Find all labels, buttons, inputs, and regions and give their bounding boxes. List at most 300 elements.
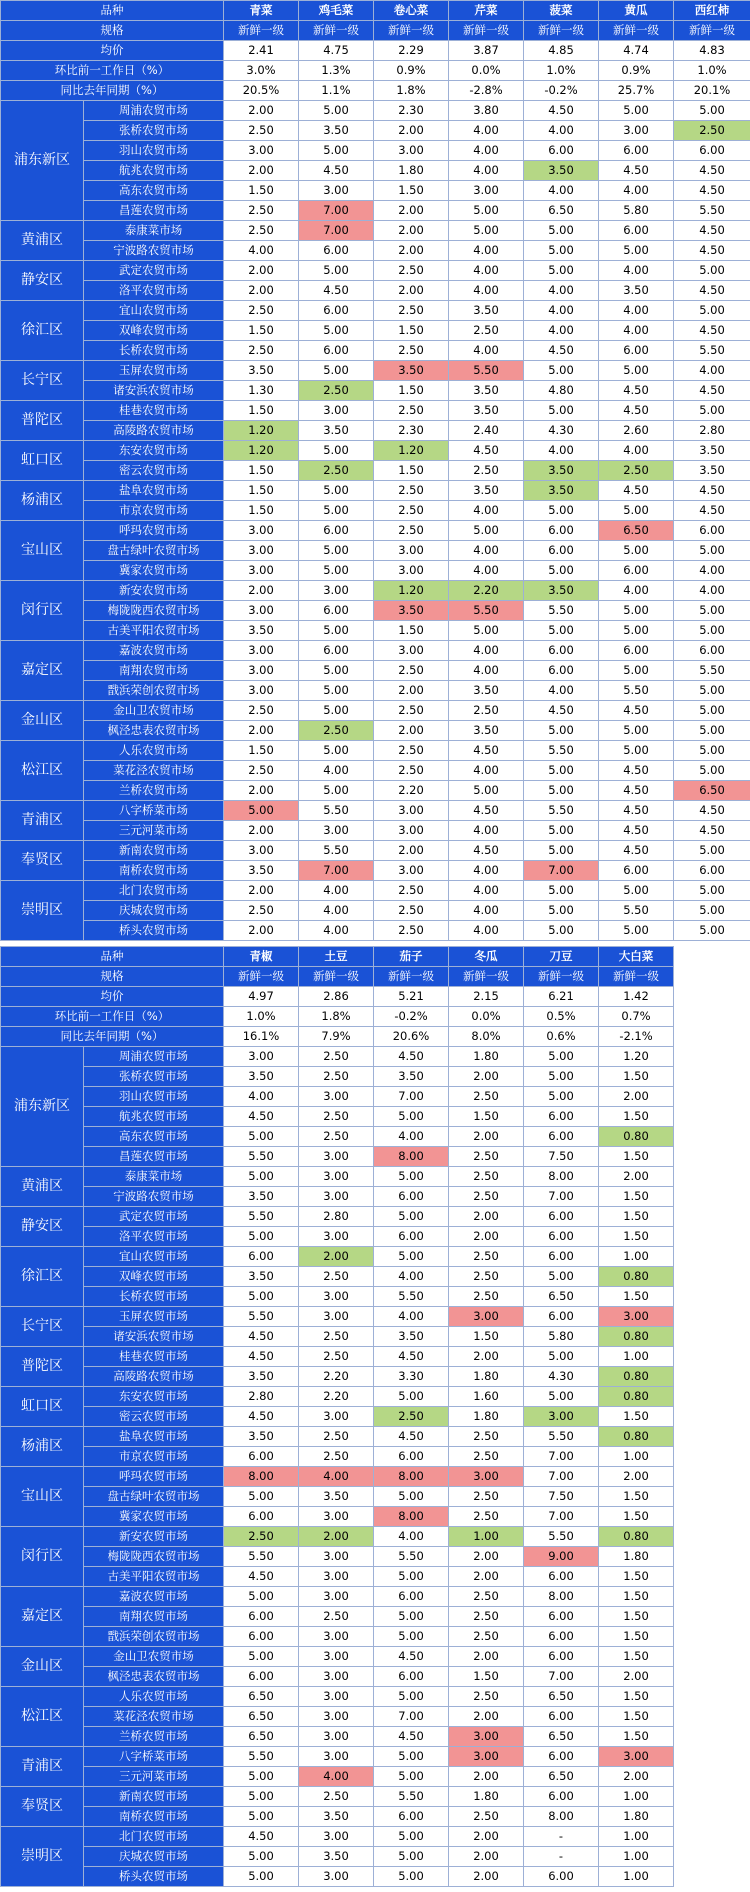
- price-cell: 2.50: [374, 481, 449, 501]
- price-cell-high: 7.00: [299, 221, 374, 241]
- spec-cell: 新鲜一级: [599, 967, 674, 987]
- variety-header: 茄子: [374, 947, 449, 967]
- price-cell: 4.00: [524, 181, 599, 201]
- empty-cell: [674, 1387, 750, 1407]
- district-label: 金山区: [1, 701, 84, 741]
- market-name: 泰康菜市场: [84, 1167, 224, 1187]
- price-cell: 5.00: [299, 481, 374, 501]
- price-cell: 1.50: [224, 481, 299, 501]
- price-cell: 5.50: [299, 801, 374, 821]
- market-row: [1, 1647, 750, 1667]
- market-row: [1, 1787, 750, 1807]
- market-name: 新南农贸市场: [84, 1787, 224, 1807]
- price-cell: 3.00: [374, 821, 449, 841]
- price-cell: 6.00: [224, 1607, 299, 1627]
- price-cell: 5.50: [524, 801, 599, 821]
- price-cell-low: 3.50: [524, 481, 599, 501]
- market-row: [1, 641, 750, 661]
- market-name: 嘉波农贸市场: [84, 641, 224, 661]
- price-cell: 2.60: [599, 421, 674, 441]
- market-row: [1, 1107, 750, 1127]
- market-row: [1, 121, 750, 141]
- price-cell: 1.00: [599, 1867, 674, 1887]
- average-price-cell: 5.21: [374, 987, 449, 1007]
- market-row: [1, 1847, 750, 1867]
- price-cell: 5.00: [524, 221, 599, 241]
- price-cell: 5.00: [599, 661, 674, 681]
- market-name: 羽山农贸市场: [84, 141, 224, 161]
- price-cell: 4.50: [449, 801, 524, 821]
- empty-cell: [674, 987, 750, 1007]
- market-name: 梅陇陇西农贸市场: [84, 601, 224, 621]
- district-label: 杨浦区: [1, 1427, 84, 1467]
- market-row: [1, 1527, 750, 1547]
- price-cell: 4.50: [599, 481, 674, 501]
- price-cell-low: 1.20: [374, 581, 449, 601]
- price-cell: 3.50: [224, 1267, 299, 1287]
- price-cell: 6.00: [674, 641, 750, 661]
- price-cell: 5.00: [674, 101, 750, 121]
- market-name: 航兆农贸市场: [84, 1107, 224, 1127]
- empty-cell: [674, 1547, 750, 1567]
- market-row: [1, 261, 750, 281]
- market-row: [1, 361, 750, 381]
- market-name: 菜花泾农贸市场: [84, 761, 224, 781]
- price-cell: 5.00: [524, 241, 599, 261]
- price-cell: 1.00: [599, 1847, 674, 1867]
- price-cell: 2.00: [374, 721, 449, 741]
- market-row: [1, 301, 750, 321]
- market-row: [1, 881, 750, 901]
- year-over-year-row: [1, 1027, 750, 1047]
- price-cell: 4.50: [674, 481, 750, 501]
- row-label: 环比前一工作日（%）: [1, 1007, 224, 1027]
- price-cell: 3.50: [449, 681, 524, 701]
- market-row: [1, 401, 750, 421]
- price-cell: 2.00: [449, 1827, 524, 1847]
- price-cell-low: 3.50: [524, 161, 599, 181]
- price-cell: 1.00: [599, 1447, 674, 1467]
- price-cell: 1.50: [599, 1507, 674, 1527]
- market-row: [1, 281, 750, 301]
- market-row: [1, 141, 750, 161]
- price-cell: 6.00: [524, 1647, 599, 1667]
- price-cell-high: 8.00: [224, 1467, 299, 1487]
- district-label: 宝山区: [1, 1467, 84, 1527]
- price-cell: 2.50: [449, 1627, 524, 1647]
- price-cell: 5.00: [524, 901, 599, 921]
- average-price-cell: 6.21: [524, 987, 599, 1007]
- price-cell-low: 3.50: [524, 461, 599, 481]
- price-cell: 2.50: [224, 201, 299, 221]
- price-cell: 2.50: [374, 901, 449, 921]
- price-cell: 2.80: [299, 1207, 374, 1227]
- year-over-year-cell: 8.0%: [449, 1027, 524, 1047]
- price-cell: 6.00: [674, 521, 750, 541]
- price-cell: 2.50: [449, 1447, 524, 1467]
- price-cell: 3.00: [299, 1567, 374, 1587]
- empty-cell: [674, 1127, 750, 1147]
- district-label: 浦东新区: [1, 1047, 84, 1167]
- price-cell: 1.50: [449, 1107, 524, 1127]
- price-cell: 5.00: [524, 881, 599, 901]
- price-cell: 1.80: [374, 161, 449, 181]
- market-name: 武定农贸市场: [84, 1207, 224, 1227]
- variety-header: 刀豆: [524, 947, 599, 967]
- price-cell: 5.00: [674, 741, 750, 761]
- price-cell: 3.50: [449, 401, 524, 421]
- price-cell: 2.50: [299, 1327, 374, 1347]
- price-cell: 5.00: [299, 741, 374, 761]
- market-name: 长桥农贸市场: [84, 341, 224, 361]
- price-cell: 4.50: [374, 1347, 449, 1367]
- price-cell: 5.00: [599, 241, 674, 261]
- price-cell: 1.50: [599, 1687, 674, 1707]
- market-row: [1, 1267, 750, 1287]
- market-row: [1, 921, 750, 941]
- day-over-day-cell: 1.8%: [299, 1007, 374, 1027]
- price-cell: 6.50: [524, 1767, 599, 1787]
- price-cell: 3.50: [374, 1327, 449, 1347]
- price-cell-high: 7.00: [299, 861, 374, 881]
- market-row: [1, 1667, 750, 1687]
- market-row: [1, 1487, 750, 1507]
- district-label: 虹口区: [1, 1387, 84, 1427]
- price-cell: 8.00: [524, 1167, 599, 1187]
- price-cell: 5.50: [224, 1547, 299, 1567]
- empty-cell: [674, 1247, 750, 1267]
- price-cell: 2.00: [374, 241, 449, 261]
- price-cell: 2.20: [299, 1367, 374, 1387]
- price-cell: 5.00: [524, 401, 599, 421]
- price-cell: 5.50: [599, 901, 674, 921]
- price-cell: 4.00: [599, 261, 674, 281]
- price-cell: 2.00: [449, 1067, 524, 1087]
- market-name: 诸安浜农贸市场: [84, 1327, 224, 1347]
- average-price-cell: 2.41: [224, 41, 299, 61]
- price-cell: 2.50: [299, 1047, 374, 1067]
- price-cell: 1.50: [599, 1067, 674, 1087]
- price-cell-high: 6.50: [674, 781, 750, 801]
- price-cell: 5.00: [299, 261, 374, 281]
- day-over-day-cell: 0.9%: [599, 61, 674, 81]
- price-cell: 5.00: [599, 721, 674, 741]
- price-cell: 4.00: [599, 441, 674, 461]
- price-cell: 4.00: [299, 901, 374, 921]
- market-name: 南翔农贸市场: [84, 1607, 224, 1627]
- price-cell: 3.00: [299, 581, 374, 601]
- market-row: [1, 461, 750, 481]
- price-cell: 3.00: [299, 821, 374, 841]
- day-over-day-cell: 0.7%: [599, 1007, 674, 1027]
- price-cell: 4.00: [674, 581, 750, 601]
- market-row: [1, 861, 750, 881]
- price-cell: 5.50: [374, 1547, 449, 1567]
- price-cell: 4.50: [599, 801, 674, 821]
- price-cell: 3.00: [299, 1867, 374, 1887]
- price-cell: 2.50: [449, 1187, 524, 1207]
- price-cell: 5.00: [299, 141, 374, 161]
- price-cell: 4.50: [524, 101, 599, 121]
- price-cell: 3.00: [299, 1587, 374, 1607]
- average-price-row: [1, 41, 750, 61]
- market-name: 古美平阳农贸市场: [84, 1567, 224, 1587]
- price-cell: 4.50: [599, 701, 674, 721]
- market-name: 南桥农贸市场: [84, 861, 224, 881]
- price-cell: 5.00: [674, 881, 750, 901]
- district-label: 闵行区: [1, 581, 84, 641]
- price-cell: 3.00: [299, 1187, 374, 1207]
- market-name: 庆城农贸市场: [84, 901, 224, 921]
- price-cell: 6.00: [599, 221, 674, 241]
- market-row: [1, 321, 750, 341]
- empty-cell: [674, 1867, 750, 1887]
- district-label: 青浦区: [1, 801, 84, 841]
- price-cell: 4.00: [449, 121, 524, 141]
- price-cell: 1.00: [599, 1827, 674, 1847]
- market-row: [1, 101, 750, 121]
- empty-cell: [674, 947, 750, 967]
- empty-cell: [674, 1167, 750, 1187]
- market-name: 密云农贸市场: [84, 1407, 224, 1427]
- year-over-year-cell: 1.1%: [299, 81, 374, 101]
- market-name: 南桥农贸市场: [84, 1807, 224, 1827]
- price-cell: 6.00: [524, 1747, 599, 1767]
- price-cell: 2.00: [449, 1867, 524, 1887]
- price-cell: 4.50: [599, 161, 674, 181]
- price-cell: 4.00: [449, 241, 524, 261]
- market-row: [1, 1187, 750, 1207]
- empty-cell: [674, 1067, 750, 1087]
- price-cell: 2.20: [374, 781, 449, 801]
- price-cell: 1.50: [599, 1207, 674, 1227]
- market-row: [1, 421, 750, 441]
- price-cell: 6.00: [524, 1227, 599, 1247]
- market-row: [1, 1087, 750, 1107]
- price-cell-low: 1.00: [449, 1527, 524, 1547]
- year-over-year-cell: 20.5%: [224, 81, 299, 101]
- price-cell: 6.00: [299, 521, 374, 541]
- price-cell: 5.00: [299, 101, 374, 121]
- spec-cell: 新鲜一级: [449, 967, 524, 987]
- price-cell-high: 8.00: [374, 1147, 449, 1167]
- market-name: 宁波路农贸市场: [84, 241, 224, 261]
- price-cell: 1.50: [374, 381, 449, 401]
- price-cell: 4.50: [674, 381, 750, 401]
- price-cell: 5.00: [374, 1247, 449, 1267]
- price-cell: 4.00: [524, 441, 599, 461]
- price-cell: 4.00: [449, 661, 524, 681]
- price-cell: 6.00: [524, 1247, 599, 1267]
- price-cell: 1.50: [449, 1667, 524, 1687]
- market-row: [1, 1167, 750, 1187]
- empty-cell: [674, 1807, 750, 1827]
- market-row: [1, 1807, 750, 1827]
- empty-cell: [674, 1267, 750, 1287]
- price-cell: 1.50: [599, 1287, 674, 1307]
- price-table-2: [0, 946, 750, 1887]
- market-name: 戬浜荣创农贸市场: [84, 1627, 224, 1647]
- market-name: 宁波路农贸市场: [84, 1187, 224, 1207]
- price-cell: 6.00: [299, 241, 374, 261]
- price-cell-high: 3.00: [449, 1467, 524, 1487]
- variety-header-row: [1, 947, 750, 967]
- district-label: 徐汇区: [1, 1247, 84, 1307]
- price-cell: 6.00: [299, 301, 374, 321]
- market-name: 昌莲农贸市场: [84, 1147, 224, 1167]
- row-label: 规格: [1, 967, 224, 987]
- price-cell-low: 0.80: [599, 1327, 674, 1347]
- market-name: 高陵路农贸市场: [84, 1367, 224, 1387]
- price-cell: 6.00: [524, 1627, 599, 1647]
- district-label: 松江区: [1, 1687, 84, 1747]
- price-cell: 3.00: [374, 641, 449, 661]
- price-cell: 5.00: [599, 741, 674, 761]
- market-row: [1, 901, 750, 921]
- price-cell-low: 3.00: [524, 1407, 599, 1427]
- price-cell: 3.00: [299, 1647, 374, 1667]
- price-cell: 5.00: [674, 701, 750, 721]
- row-label: 同比去年同期（%）: [1, 81, 224, 101]
- price-cell: 5.50: [524, 601, 599, 621]
- price-cell: 1.50: [599, 1727, 674, 1747]
- price-cell: 5.50: [524, 1527, 599, 1547]
- price-cell: 1.50: [599, 1567, 674, 1587]
- price-cell: 2.50: [374, 741, 449, 761]
- market-row: [1, 441, 750, 461]
- price-cell: 1.50: [374, 621, 449, 641]
- market-name: 张桥农贸市场: [84, 1067, 224, 1087]
- price-cell: 5.00: [224, 1807, 299, 1827]
- market-row: [1, 1627, 750, 1647]
- price-cell: -: [524, 1827, 599, 1847]
- market-row: [1, 341, 750, 361]
- price-cell-high: 3.50: [374, 601, 449, 621]
- price-cell-low: 0.80: [599, 1367, 674, 1387]
- district-label: 崇明区: [1, 881, 84, 941]
- market-row: [1, 1327, 750, 1347]
- price-cell: 5.50: [599, 681, 674, 701]
- price-cell: 4.00: [449, 341, 524, 361]
- price-cell: 7.00: [524, 1447, 599, 1467]
- price-cell: 5.00: [374, 1687, 449, 1707]
- variety-header-row: [1, 1, 750, 21]
- price-cell: 3.50: [599, 281, 674, 301]
- price-cell: 1.50: [599, 1587, 674, 1607]
- price-cell: 5.80: [524, 1327, 599, 1347]
- price-cell: 6.00: [224, 1507, 299, 1527]
- variety-header: 鸡毛菜: [299, 1, 374, 21]
- price-cell: 2.00: [599, 1667, 674, 1687]
- price-cell: 5.00: [599, 621, 674, 641]
- price-cell: 3.00: [299, 401, 374, 421]
- market-name: 玉屏农贸市场: [84, 361, 224, 381]
- price-cell: 2.50: [299, 1067, 374, 1087]
- empty-cell: [674, 1707, 750, 1727]
- price-cell: 7.00: [524, 1507, 599, 1527]
- year-over-year-row: [1, 81, 750, 101]
- price-cell: 2.00: [599, 1467, 674, 1487]
- price-cell: 3.50: [224, 1067, 299, 1087]
- price-cell: 5.50: [374, 1787, 449, 1807]
- market-name: 市京农贸市场: [84, 1447, 224, 1467]
- empty-cell: [674, 1307, 750, 1327]
- empty-cell: [674, 1527, 750, 1547]
- market-row: [1, 1687, 750, 1707]
- market-row: [1, 681, 750, 701]
- price-cell: 3.50: [449, 481, 524, 501]
- spec-header-row: [1, 21, 750, 41]
- price-cell: 2.50: [449, 1607, 524, 1627]
- price-cell: 2.50: [224, 341, 299, 361]
- spec-cell: 新鲜一级: [299, 967, 374, 987]
- price-cell: 6.50: [524, 1287, 599, 1307]
- price-cell: 5.00: [224, 1287, 299, 1307]
- price-cell: 5.00: [374, 1827, 449, 1847]
- price-cell: 5.00: [224, 1647, 299, 1667]
- price-cell: 3.00: [374, 541, 449, 561]
- market-name: 诸安浜农贸市场: [84, 381, 224, 401]
- price-cell: 6.00: [524, 1207, 599, 1227]
- price-cell: 3.00: [224, 681, 299, 701]
- price-cell: 4.00: [299, 761, 374, 781]
- price-cell: 2.00: [374, 841, 449, 861]
- day-over-day-row: [1, 61, 750, 81]
- price-cell: 4.50: [599, 841, 674, 861]
- price-cell: 3.00: [299, 1087, 374, 1107]
- day-over-day-cell: 0.0%: [449, 61, 524, 81]
- price-cell: 6.50: [224, 1707, 299, 1727]
- variety-header: 芹菜: [449, 1, 524, 21]
- price-cell: 2.00: [449, 1847, 524, 1867]
- price-cell: 1.50: [374, 321, 449, 341]
- price-cell: 5.00: [599, 101, 674, 121]
- price-cell: 6.00: [299, 641, 374, 661]
- price-cell: 6.00: [524, 1707, 599, 1727]
- price-cell: 4.00: [599, 301, 674, 321]
- empty-cell: [674, 1227, 750, 1247]
- price-cell: 5.00: [524, 821, 599, 841]
- spec-cell: 新鲜一级: [524, 967, 599, 987]
- price-cell-low: 1.20: [224, 441, 299, 461]
- price-cell-high: 5.00: [224, 801, 299, 821]
- price-cell: 5.00: [299, 501, 374, 521]
- price-cell: 5.00: [374, 1167, 449, 1187]
- price-cell: 6.00: [599, 341, 674, 361]
- market-row: [1, 501, 750, 521]
- price-cell: 5.00: [224, 1167, 299, 1187]
- market-row: [1, 721, 750, 741]
- price-cell: 3.00: [224, 521, 299, 541]
- price-cell: 4.00: [449, 141, 524, 161]
- price-cell: 2.50: [374, 301, 449, 321]
- price-cell: 2.50: [374, 701, 449, 721]
- market-name: 新安农贸市场: [84, 581, 224, 601]
- price-cell: 1.50: [599, 1187, 674, 1207]
- empty-cell: [674, 1747, 750, 1767]
- price-cell: 6.00: [374, 1667, 449, 1687]
- price-cell: 5.00: [674, 621, 750, 641]
- price-cell: 6.00: [524, 1307, 599, 1327]
- price-cell: 4.50: [674, 221, 750, 241]
- market-name: 呼玛农贸市场: [84, 521, 224, 541]
- price-cell: 4.50: [674, 801, 750, 821]
- market-name: 人乐农贸市场: [84, 741, 224, 761]
- market-row: [1, 1427, 750, 1447]
- price-cell: 4.00: [224, 1087, 299, 1107]
- price-cell: 3.00: [299, 181, 374, 201]
- price-cell: 1.50: [224, 321, 299, 341]
